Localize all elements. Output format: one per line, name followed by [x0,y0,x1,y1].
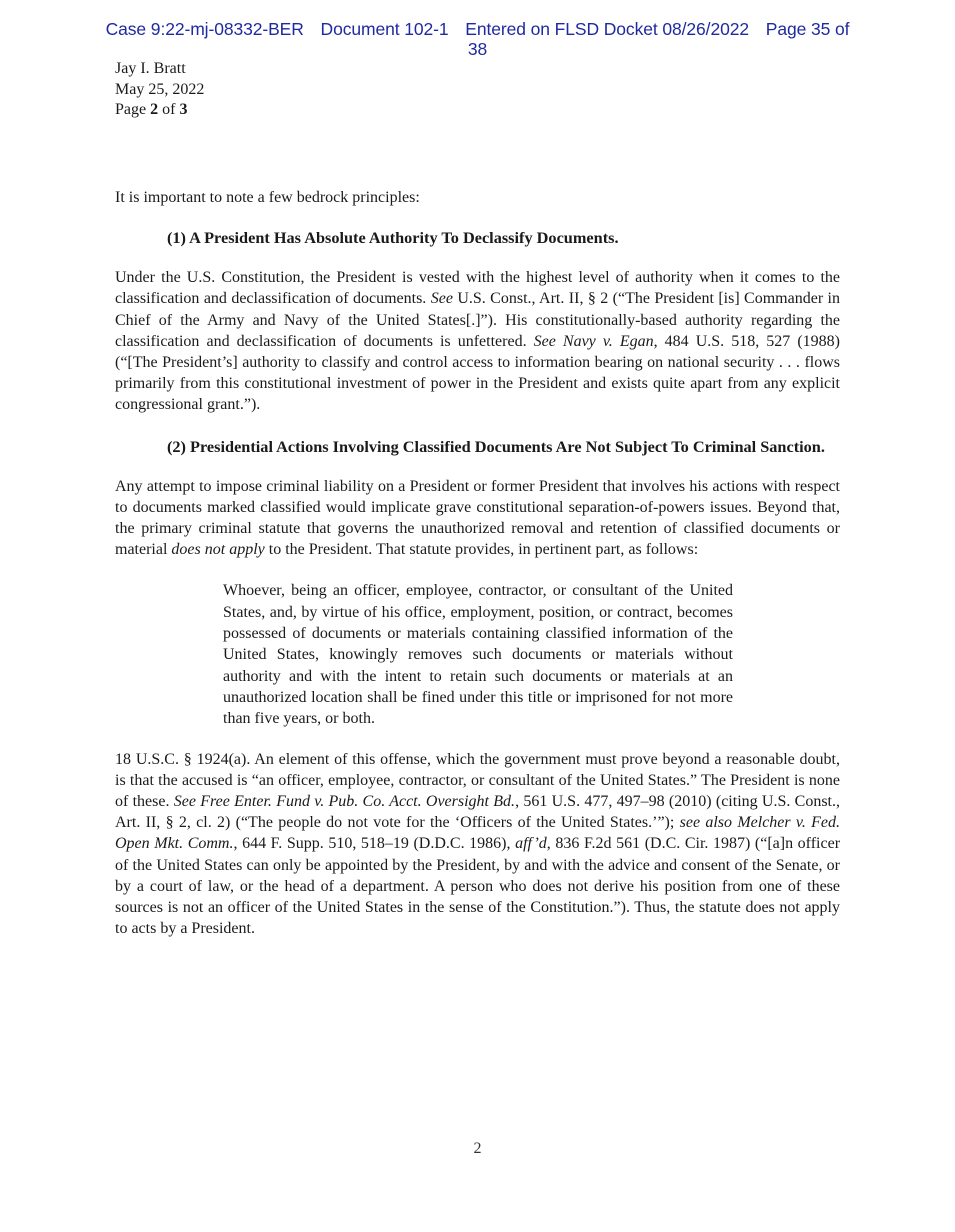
text-run: , 836 F.2d 561 (D.C. Cir. 1987) (“[a]n officer of the United States can only be appointed by the President, by and with the advice and consent of the Senate, or by a court of law, or the head of a department. A person who does not derive his position from one of these sources is not an officer of the United States in the sense of the Constitution.”). Thus, the statute does not apply to acts by a President. [115,835,841,938]
paragraph-criminal-liability [115,476,840,561]
stamp-document-number: Document 102-1 [320,19,449,39]
italic-citation: See [430,290,453,308]
italic-citation: See Navy v. Egan [533,332,654,350]
stamp-page-total: 38 [467,39,488,59]
italic-citation: aff’d [515,835,547,853]
letter-date: May 25, 2022 [115,80,205,98]
text-run: , 484 U.S. 518, 527 (1988) (“[The President’s] authority to classify and control access to information bearing on national security . . . flows primarily from this constitutional investment of power in the President and exists quite apart from any explicit congressional grant.”). [115,332,841,414]
text-run: U.S. Const., Art. II, § 2 (“The President [is] Commander in Chief of the Army and Navy of the United States[.]”). His constitutionally-based authority regarding the classification and declassification of documents is unfettered. [115,290,840,350]
letter-page-indicator [115,100,204,121]
text-run: Under the U.S. Constitution, the President is vested with the highest level of authority when it comes to the classification and declassification of documents. [115,269,840,308]
italic-citation: See Free Enter. Fund v. Pub. Co. Acct. Oversight Bd. [173,792,516,810]
text-run: , 644 F. Supp. 510, 518–19 (D.D.C. 1986), [233,835,516,853]
page-of: of [158,101,180,118]
italic-citation: see also Melcher v. Fed. Open Mkt. Comm. [115,814,840,853]
page-prefix: Page [115,101,151,118]
paragraph-statute-analysis [115,749,840,940]
page-total: 3 [179,101,188,118]
section-heading-2: (2) Presidential Actions Involving Classified Documents Are Not Subject To Criminal Sanction. [167,436,825,456]
text-run: 18 U.S.C. § 1924(a). An element of this offense, which the government must prove beyond a reasonable doubt, is that the accused is “an officer, employee, contractor, or consultant of the United States.” The President is none of these. [115,750,840,810]
text-run: , 561 U.S. 477, 497–98 (2010) (citing U.S. Const., Art. II, § 2, cl. 2) (“The people do not vote for the ‘Officers of the United States.’”); [115,792,841,832]
page-current: 2 [150,101,159,118]
text-run: Any attempt to impose criminal liability on a President or former President that involves his actions with respect to documents marked classified would implicate grave constitutional separation-of-powers issues. Beyond that, the primary criminal statute that governs the unauthorized removal and retention of classified documents or material [115,477,840,559]
letter-body [115,187,840,939]
section-heading-1: (1) A President Has Absolute Authority To Declassify Documents. [167,228,619,248]
stamp-case-number: Case 9:22-mj-08332-BER [105,19,304,39]
page-number: 2 [473,1140,482,1157]
recipient-name: Jay I. Bratt [115,60,186,77]
statute-block-quote: Whoever, being an officer, employee, contractor, or consultant of the United States, and, by virtue of his office, employment, position, or contract, becomes possessed of documents or materials containing classified information of the United States, knowingly removes such documents or materials without authority and with the intent to retain such documents or materials at an unauthorized location shall be fined under this title or imprisoned for not more than five years, or both. [223,582,733,728]
court-docket-stamp [0,19,955,59]
letter-header [115,59,204,121]
paragraph-declassify-authority [115,267,840,415]
text-run: to the President. That statute provides, in pertinent part, as follows: [264,541,699,559]
italic-emphasis: does not apply [171,541,265,559]
stamp-entered-date: Entered on FLSD Docket 08/26/2022 [465,19,749,39]
intro-paragraph: It is important to note a few bedrock principles: [115,189,420,206]
stamp-page: Page 35 of [765,19,850,39]
